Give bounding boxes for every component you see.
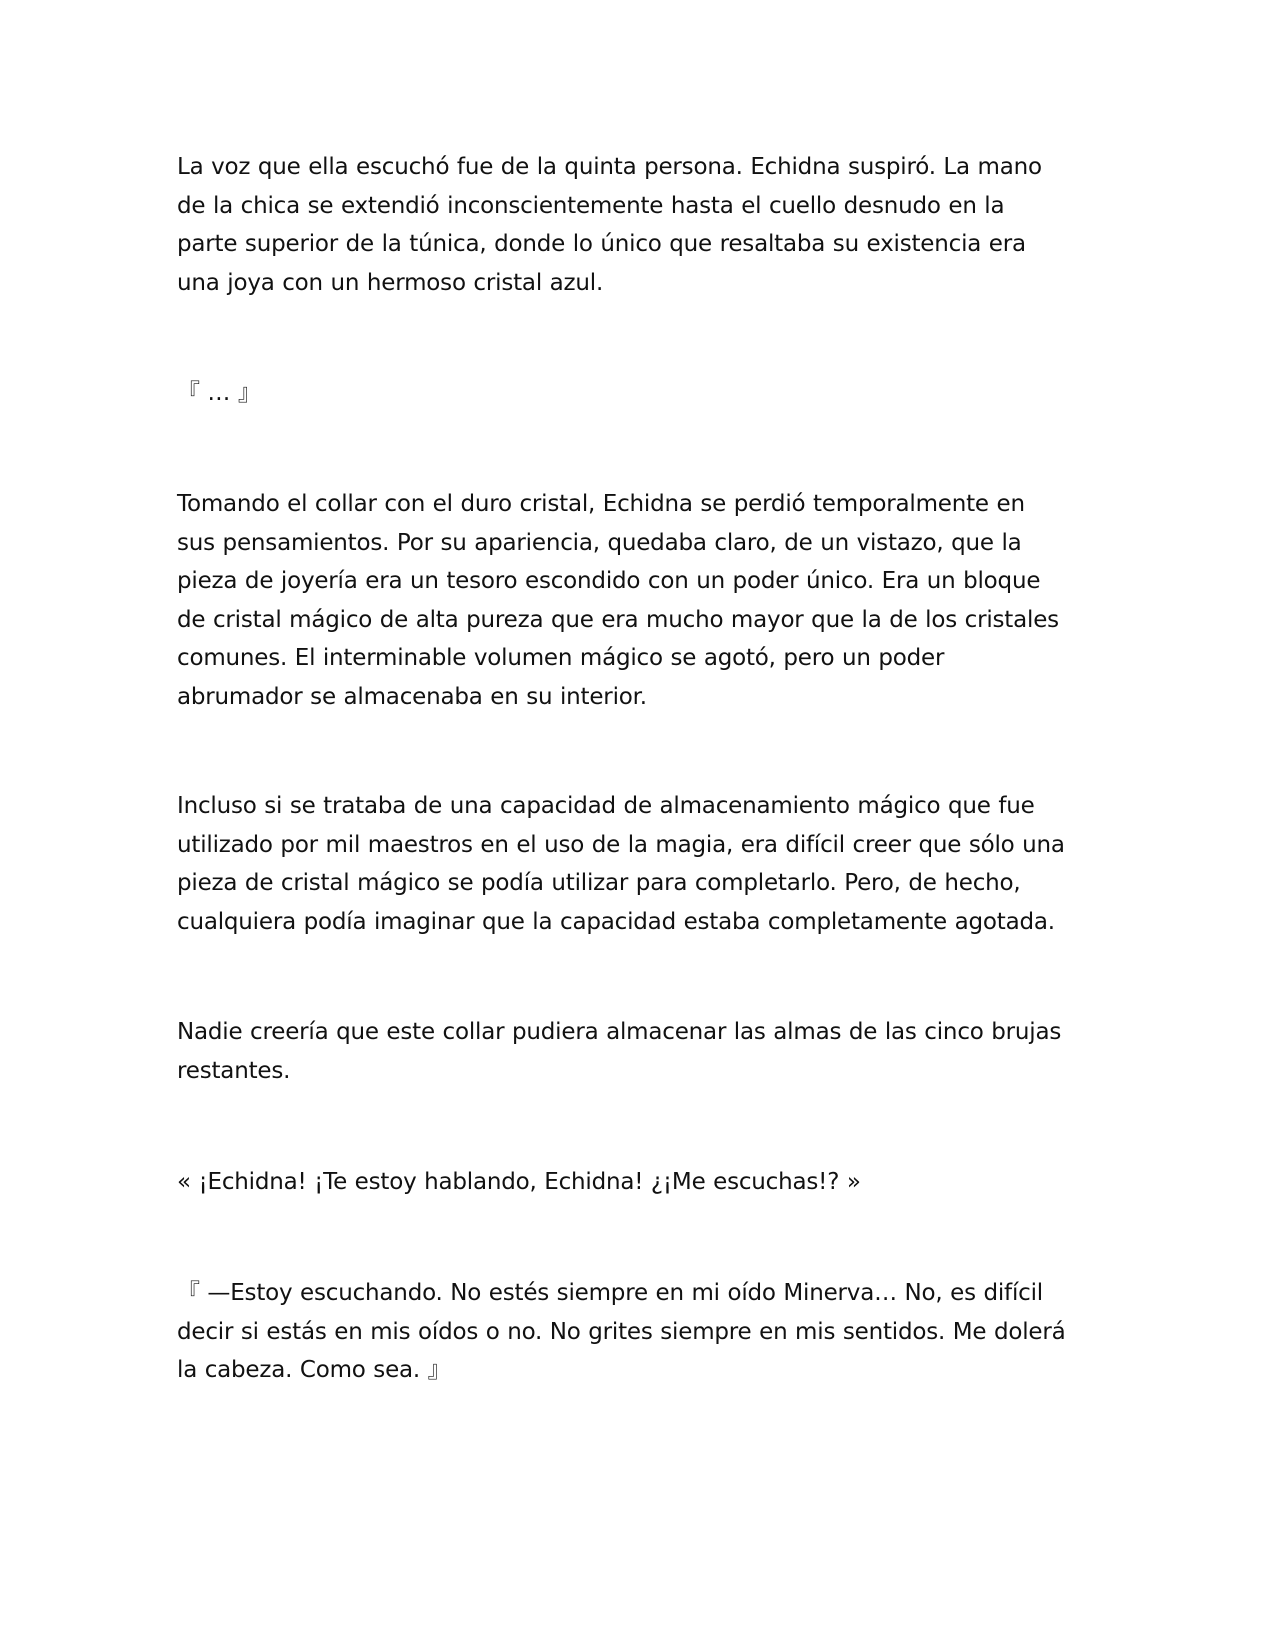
paragraph: Tomando el collar con el duro cristal, Echidna se perdió temporalmente en sus pensamientos. Por su apariencia, quedaba claro, de un vistazo, que la pieza de joyería era un tesoro escondido con un poder único. Era un bloque de cristal mágico de alta pureza que era mucho mayor que la de los cristales comunes. El interminable volumen mágico se agotó, pero un poder abrumador se almacenaba en su interior. xyxy=(177,491,1059,710)
dialogue-line: « ¡Echidna! ¡Te estoy hablando, Echidna! ¿¡Me escuchas!? » xyxy=(177,1169,861,1195)
dialogue-ellipsis: 『 … 』 xyxy=(177,380,261,406)
paragraph: La voz que ella escuchó fue de la quinta persona. Echidna suspiró. La mano de la chica se extendió inconscientemente hasta el cuello desnudo en la parte superior de la túnica, donde lo único que resaltaba su existencia era una joya con un hermoso cristal azul. xyxy=(177,154,1042,296)
paragraph: Nadie creería que este collar pudiera almacenar las almas de las cinco brujas restantes. xyxy=(177,1019,1062,1084)
dialogue-line: 『 —Estoy escuchando. No estés siempre en mi oído Minerva… No, es difícil decir si estás en mis oídos o no. No grites siempre en mis sentidos. Me dolerá la cabeza. Como sea. 』 xyxy=(177,1280,1066,1383)
paragraph: Incluso si se trataba de una capacidad de almacenamiento mágico que fue utilizado por mil maestros en el uso de la magia, era difícil creer que sólo una pieza de cristal mágico se podía utilizar para completarlo. Pero, de hecho, cualquiera podía imaginar que la capacidad estaba completamente agotada. xyxy=(177,793,1065,935)
